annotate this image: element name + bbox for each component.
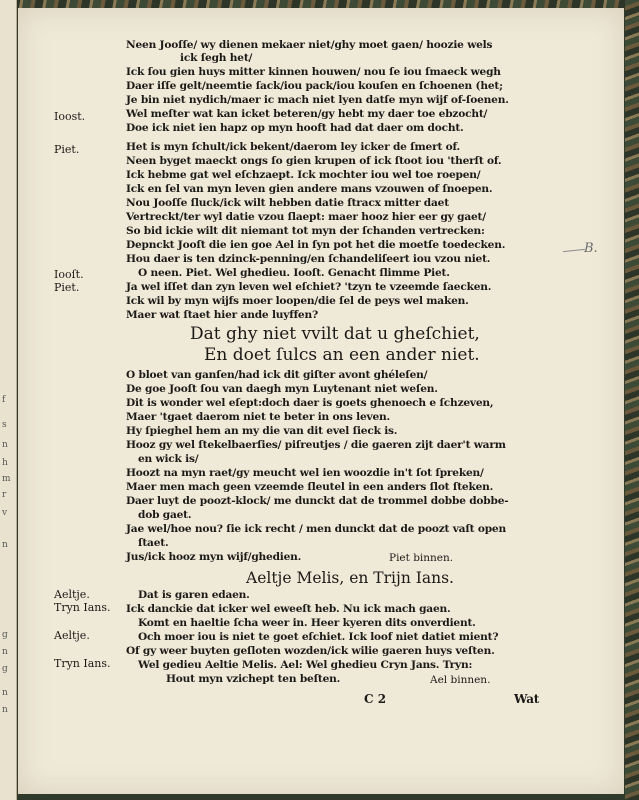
verse-line: Hoozt na myn raet/gy meucht wel ien woozdie in't ſot ſpreken/ [126, 467, 484, 479]
verse-line: Vertreckt/ter wyl datie vzou ſlaept: maer hooz hier eer gy gaet/ [126, 211, 486, 223]
verse-line: Depnckt Jooſt die ien goe Ael in ſyn pot het die moetſe toedecken. [126, 239, 506, 251]
verse-line: Je bin niet nydich/maer ic mach niet lyen datſe myn wijf of-ſoenen. [126, 94, 509, 106]
verse-line: Nou Jooſſe ſluck/ick wilt hebben datie ſtracx mitter daet [126, 197, 449, 209]
verse-line: Of gy weer buyten geſloten wozden/ick wilie gaeren huys veſten. [126, 645, 495, 657]
verse-line: Hy ſpieghel hem an my die van dit evel ſieck is. [126, 425, 398, 437]
book-page [18, 8, 624, 794]
verse-line: De goe Jooſt ſou van daegh myn Luytenant niet weſen. [126, 383, 438, 395]
edge-fragment: n [2, 705, 8, 715]
signature-mark: C 2 [364, 692, 387, 706]
stage-direction: Ael binnen. [430, 674, 491, 686]
verse-line: Hout myn vzichept ten beſten. [166, 673, 341, 685]
pencil-stroke [563, 249, 585, 252]
edge-fragment: n [2, 440, 8, 450]
previous-page-edge [0, 0, 17, 800]
scene-heading: Aeltje Melis, en Trijn Ians. [246, 569, 454, 587]
pencil-annotation: B. [584, 241, 598, 256]
catchword: Wat [514, 692, 540, 706]
verse-line: Dat is garen edaen. [138, 589, 250, 601]
speaker-tryn: Tryn Ians. [54, 601, 111, 614]
verse-line: Neen byget maeckt ongs ſo gien krupen of ick ſtoot iou 'therſt of. [126, 155, 502, 167]
verse-line: Dit is wonder wel eſept:doch daer is goets ghenoech e ſchzeven, [126, 397, 494, 409]
verse-line: Wel gedieu Aeltie Melis. Ael: Wel ghedieu Cryn Jans. Tryn: [138, 659, 473, 671]
verse-line: Maer 'tgaet daerom niet te beter in ons leven. [126, 411, 390, 423]
motto-line: En doet ſulcs an een ander niet. [204, 345, 480, 365]
verse-line: Daer luyt de poozt-klock/ me dunckt dat de trommel dobbe dobbe- [126, 495, 509, 507]
verse-line: O neen. Piet. Wel ghedieu. Iooſt. Genacht ſlimme Piet. [138, 267, 450, 279]
verse-line: en wick is/ [138, 453, 199, 465]
verse-line: Komt en haeltie ſcha weer in. Heer kyeren dits onverdient. [138, 617, 476, 629]
verse-line: ſtaet. [138, 537, 169, 549]
speaker-tryn: Tryn Ians. [54, 657, 111, 670]
verse-line: Ick ſou gien huys mitter kinnen houwen/ nou ſe iou ſmaeck wegh [126, 66, 501, 78]
edge-fragment: n [2, 688, 8, 698]
edge-fragment: s [2, 420, 7, 430]
verse-line: Ick danckie dat icker wel eweeſt heb. Nu ick mach gaen. [126, 603, 451, 615]
verse-line: Ick en ſel van myn leven gien andere mans vzouwen of ſnoepen. [126, 183, 493, 195]
verse-line: Ick wil by myn wijfs moer loopen/die ſel de peys wel maken. [126, 295, 469, 307]
edge-fragment: n [2, 647, 8, 657]
speaker-ioost: Ioost. [54, 110, 86, 123]
verse-line: Jus/ick hooz myn wijf/ghedien. [126, 551, 302, 563]
verse-line: Doe ick niet ien hapz op myn hooft had dat daer om docht. [126, 122, 464, 134]
verse-line: Hou daer is ten dzinck-penning/en ſchandeliſeert iou vzou niet. [126, 253, 491, 265]
speaker-aeltje: Aeltje. [54, 629, 90, 642]
speaker-piet: Piet. [54, 143, 80, 156]
verse-line: Neen Jooſſe/ wy dienen mekaer niet/ghy moet gaen/ hoozie wels [126, 39, 493, 51]
verse-line: ick ſegh het/ [180, 52, 253, 64]
edge-fragment: h [2, 458, 8, 468]
verse-line: Het is myn ſchult/ick bekent/daerom ley icker de ſmert of. [126, 141, 460, 153]
verse-line: O bloet van ganſen/had ick dit giſter avont ghéleſen/ [126, 369, 428, 381]
verse-line: Daer iſſe gelt/neemtie ſack/iou pack/iou kouſen en ſchoenen (het; [126, 80, 503, 92]
speaker-ioost: Iooſt. [54, 268, 84, 281]
verse-line: Maer men mach geen vzeemde ſleutel in een anders ſlot ſteken. [126, 481, 494, 493]
verse-line: Ja wel iſſet dan zyn leven wel eſchiet? 'tzyn te vzeemde ſaecken. [126, 281, 492, 293]
edge-fragment: g [2, 664, 8, 674]
verse-line: Maer wat ſtaet hier ande luyffen? [126, 309, 318, 321]
stage-direction: Piet binnen. [389, 552, 454, 564]
verse-line: dob gaet. [138, 509, 192, 521]
motto-line: Dat ghy niet vvilt dat u gheſchiet, [190, 324, 480, 344]
edge-fragment: v [2, 508, 8, 518]
edge-fragment: r [2, 490, 7, 500]
speaker-piet: Piet. [54, 281, 80, 294]
speaker-aeltje: Aeltje. [54, 588, 90, 601]
verse-line: Hooz gy wel ſtekelbaerſies/ piſreutjes / die gaeren zijt daer't warm [126, 439, 506, 451]
verse-line: Jae wel/hoe nou? ſie ick recht / men dunckt dat de poozt vaſt open [126, 523, 506, 535]
edge-fragment: f [2, 395, 6, 405]
edge-fragment: m [2, 474, 11, 484]
verse-line: Wel meſter wat kan icket beteren/gy hebt my daer toe ebzocht/ [126, 108, 488, 120]
edge-fragment: g [2, 630, 8, 640]
verse-line: Ick hebme gat wel eſchzaept. Ick mochter iou wel toe roepen/ [126, 169, 481, 181]
verse-line: So bid ickie wilt dit niemant tot myn der ſchanden vertrecken: [126, 225, 485, 237]
verse-line: Och moer iou is niet te goet eſchiet. Ick loof niet datiet mient? [138, 631, 499, 643]
marbled-cover-right [625, 0, 639, 800]
edge-fragment: n [2, 540, 8, 550]
